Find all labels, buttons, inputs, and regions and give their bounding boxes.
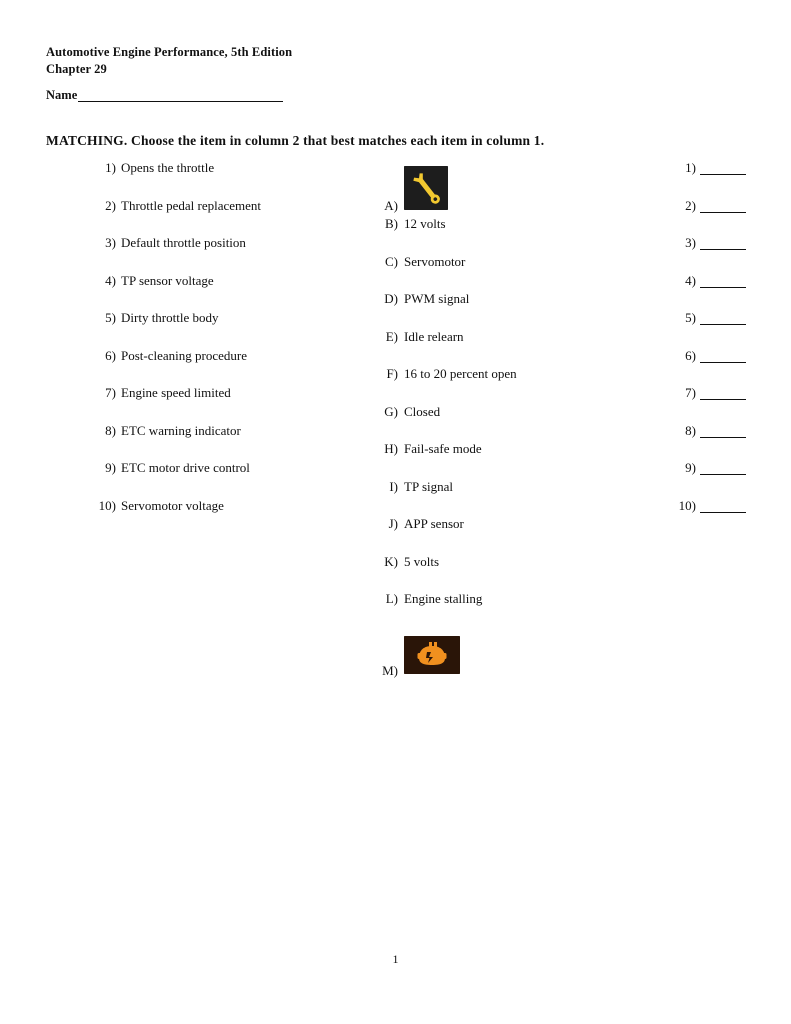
instructions-text: MATCHING. Choose the item in column 2 that best matches each item in column 1. (46, 133, 545, 148)
list-item (90, 423, 340, 461)
list-item (376, 366, 636, 404)
chapter-label: Chapter 29 (46, 62, 107, 76)
item-letter: G) (384, 403, 398, 419)
answer-blank[interactable] (700, 273, 746, 288)
answer-blank[interactable] (700, 160, 746, 175)
wrench-icon (404, 166, 448, 210)
malfunction-indicator-lamp-icon (404, 636, 460, 674)
answer-row (672, 273, 762, 311)
item-number: 4) (105, 272, 116, 288)
answer-number: 4) (685, 272, 696, 288)
item-number: 9) (105, 460, 116, 475)
item-number: 3) (105, 235, 116, 250)
answer-row (672, 198, 762, 236)
answer-row (672, 423, 762, 461)
answer-row (672, 160, 762, 198)
answer-blank[interactable] (700, 198, 746, 213)
book-title: Automotive Engine Performance, 5th Edition (46, 45, 293, 59)
item-number: 7) (105, 385, 116, 400)
answer-number: 7) (685, 385, 696, 400)
item-text: Engine speed limited (121, 385, 231, 400)
answer-row (672, 310, 762, 348)
item-letter: F) (386, 366, 398, 381)
answer-number: 1) (685, 160, 696, 175)
list-item (90, 348, 340, 386)
item-text: 16 to 20 percent open (404, 366, 517, 381)
list-item (376, 216, 636, 254)
item-text: Servomotor voltage (121, 497, 224, 513)
item-letter: D) (384, 291, 398, 306)
answer-number: 10) (678, 497, 696, 513)
item-text: Dirty throttle body (121, 310, 219, 325)
item-number: 8) (105, 422, 116, 438)
answer-blank[interactable] (700, 310, 746, 325)
answer-blank[interactable] (700, 423, 746, 438)
list-item (376, 291, 636, 329)
answer-number: 9) (685, 460, 696, 475)
answer-blank[interactable] (700, 498, 746, 513)
item-number: 2) (105, 197, 116, 213)
list-item (376, 516, 636, 554)
item-text: Idle relearn (404, 328, 464, 344)
page-number: 1 (392, 952, 399, 966)
item-text: TP signal (404, 478, 453, 494)
name-input-blank[interactable] (78, 89, 283, 102)
list-item (376, 629, 636, 681)
item-letter: M) (382, 662, 398, 678)
list-item (90, 498, 340, 536)
answer-blank[interactable] (700, 235, 746, 250)
answer-blank[interactable] (700, 348, 746, 363)
item-letter: L) (385, 591, 398, 606)
item-text: ETC warning indicator (121, 422, 241, 438)
item-number: 10) (98, 497, 116, 513)
list-item (90, 235, 340, 273)
item-text: Closed (404, 403, 441, 419)
answer-row (672, 385, 762, 423)
list-item (376, 554, 636, 592)
item-text: Default throttle position (121, 235, 246, 250)
item-letter: J) (388, 516, 398, 531)
list-item (90, 460, 340, 498)
item-letter: E) (385, 328, 398, 344)
answer-row (672, 348, 762, 386)
list-item (376, 329, 636, 367)
list-item (376, 160, 636, 216)
document-header (46, 44, 566, 78)
answer-blank[interactable] (700, 385, 746, 400)
item-number: 6) (105, 347, 116, 363)
list-item (376, 479, 636, 517)
item-text: Throttle pedal replacement (121, 197, 262, 213)
item-text: Opens the throttle (121, 160, 215, 175)
item-letter: K) (384, 553, 398, 569)
answer-number: 8) (685, 422, 696, 438)
item-text: 12 volts (404, 216, 446, 231)
item-number: 5) (105, 310, 116, 325)
answer-number: 2) (685, 197, 696, 213)
list-item (90, 273, 340, 311)
answer-row (672, 235, 762, 273)
list-item (90, 310, 340, 348)
item-text: TP sensor voltage (121, 272, 214, 288)
item-text: PWM signal (404, 291, 470, 306)
list-item (376, 591, 636, 629)
list-item (376, 254, 636, 292)
item-letter: B) (385, 216, 398, 231)
item-text: Engine stalling (404, 591, 483, 606)
list-item (376, 441, 636, 479)
list-item (90, 385, 340, 423)
item-letter: H) (384, 441, 398, 456)
item-letter: C) (385, 253, 398, 269)
item-number: 1) (105, 160, 116, 175)
list-item (90, 160, 340, 198)
answer-number: 3) (685, 235, 696, 250)
answer-row (672, 498, 762, 536)
item-text: ETC motor drive control (121, 460, 250, 475)
item-text: Fail-safe mode (404, 441, 482, 456)
item-text: Servomotor (404, 253, 466, 269)
item-text: APP sensor (404, 516, 464, 531)
answer-row (672, 460, 762, 498)
answer-number: 6) (685, 347, 696, 363)
item-text: Post-cleaning procedure (121, 347, 247, 363)
column-2-list (376, 160, 636, 681)
answer-number: 5) (685, 310, 696, 325)
item-letter: I) (389, 478, 398, 494)
list-item (90, 198, 340, 236)
name-label: Name (46, 88, 78, 102)
item-text: 5 volts (404, 553, 440, 569)
name-row (46, 88, 283, 102)
column-1-list (90, 160, 340, 535)
list-item (376, 404, 636, 442)
item-letter: A) (384, 198, 398, 213)
answer-blanks-column (672, 160, 762, 535)
answer-blank[interactable] (700, 460, 746, 475)
